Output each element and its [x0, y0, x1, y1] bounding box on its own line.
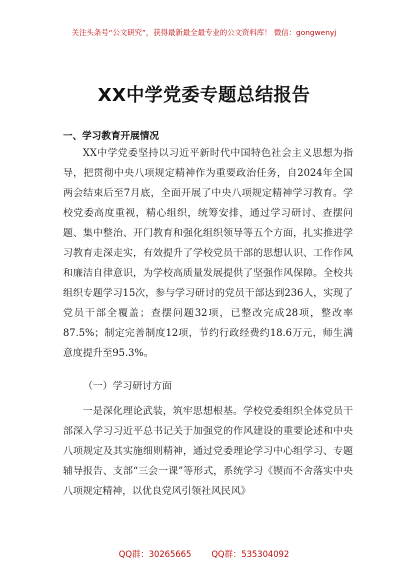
footer-qq-group-1: QQ群：30265665	[118, 549, 192, 559]
top-banner: 关注头条号“公文研究”，获得最新最全最专业的公文资料库！ 微信：gongwenyj	[71, 28, 337, 37]
body-paragraph: XX中学党委坚持以习近平新时代中国特色社会主义思想为指导，把贯彻中央八项规定精神作为重要政治任务，自2024年全国两会结束后至7月底，全面开展了中央八项规定精神学习教育。学校党委高度重视，精心组织，统筹安排，通过学习研讨、查摆问题、集中整治、开门教育和强化组织领导等五个方面，扎实推进学习教育走深走实，有效提升了学校党员干部的思想认识、工作作风和廉洁自律意识，为学校高质量发展提供了坚强作风保障。全校共组织专题学习15次，参与学习研讨的党员干部达到236人，实现了党员干部全覆盖；查摆问题32项，已整改完成28项，整改率87.5%；制定完善制度12项，节约行政经费约18.6万元，师生满意度提升至95.3%。	[63, 148, 353, 359]
footer-qq-group-2: QQ群：535304092	[211, 549, 290, 559]
document-title: XX中学党委专题总结报告	[97, 85, 311, 106]
footer-contact	[0, 548, 408, 560]
body-paragraph: 一是深化理论武装，筑牢思想根基。学校党委组织全体党员干部深入学习习近平总书记关于加强党的作风建设的重要论述和中央八项规定及其实施细则精神，通过党委理论学习中心组学习、专题辅导报告、支部“三会一课”等形式，系统学习《锲而不舍落实中央八项规定精神，以优良党风引领社风民风》	[63, 406, 353, 497]
subsection-heading: （一）学习研讨方面	[83, 381, 172, 392]
section-heading: 一、学习教育开展情况	[63, 131, 159, 142]
